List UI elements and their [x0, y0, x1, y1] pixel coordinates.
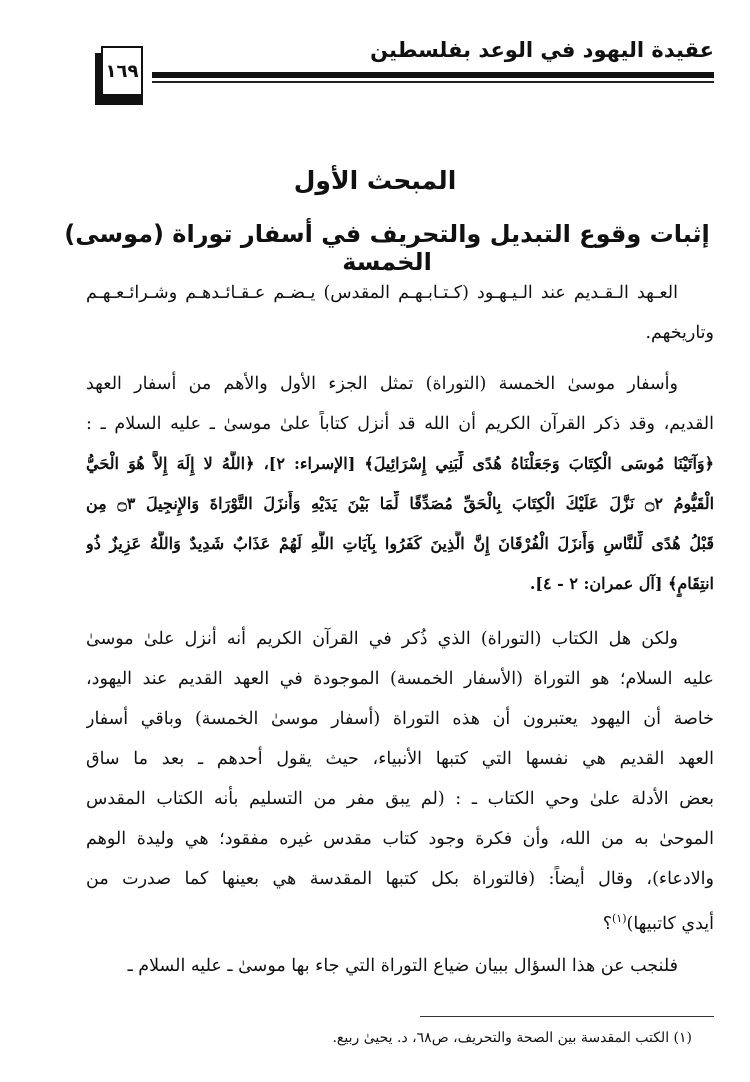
- body-line: ولكن هل الكتاب (التوراة) الذي ذُكر في القرآن الكريم أنه أنزل علىٰ موسىٰ: [86, 629, 678, 649]
- quran-line: انتِقَامٍ﴾ [آل عمران: ٢ - ٤].: [529, 574, 714, 593]
- body-line: وتاريخهم.: [645, 323, 714, 343]
- page-number: ١٦٩: [101, 46, 143, 96]
- body-line: والادعاء)، وقال أيضاً: (فالتوراة بكل كتبها المقدسة هي بعينها كما صدرت من: [86, 869, 714, 889]
- body-line: فلنجب عن هذا السؤال ببيان ضياع التوراة التي جاء بها موسىٰ ـ عليه السلام ـ: [127, 956, 678, 976]
- running-header-title: عقيدة اليهود في الوعد بفلسطين: [370, 38, 714, 62]
- body-line: عليه السلام؛ هو التوراة (الأسفار الخمسة) الموجودة في العهد القديم عند اليهود،: [86, 669, 714, 689]
- footnote-separator: [420, 1016, 714, 1017]
- body-line: خاصة أن اليهود يعتبرون أن هذه التوراة (أسفار موسىٰ الخمسة) وباقي أسفار: [86, 709, 714, 729]
- chapter-title: المبحث الأول: [293, 166, 457, 195]
- chapter-subtitle: إثبات وقوع التبديل والتحريف في أسفار توراة (موسى) الخمسة: [64, 220, 710, 276]
- body-line: القديم، وقد ذكر القرآن الكريم أن الله قد أنزل كتاباً علىٰ موسىٰ ـ عليه السلام ـ :: [86, 414, 714, 434]
- body-line-text: أيدي كاتبيها): [626, 913, 714, 934]
- body-line: بعض الأدلة علىٰ وحي الكتاب ـ : (لم يبق مفر من التسليم بأنه الكتاب المقدس: [86, 789, 714, 809]
- body-line: الموحىٰ به من الله، وأن فكرة وجود كتاب مقدس غيره مفقود؛ هي وليدة الوهم: [86, 829, 714, 849]
- quran-line: الْقَيُّومُ ۝٢ نَزَّلَ عَلَيْكَ الْكِتَابَ بِالْحَقِّ مُصَدِّقًا لِّمَا بَيْنَ يَدَيْهِ وَأَنزَلَ التَّوْرَاةَ وَالإِنجِيلَ ۝٣ مِن: [86, 494, 714, 513]
- quran-line: قَبْلُ هُدًى لِّلنَّاسِ وَأَنزَلَ الْفُرْقَانَ إِنَّ الَّذِينَ كَفَرُوا بِآيَاتِ اللَّهِ لَهُمْ عَذَابٌ شَدِيدٌ وَاللَّهُ عَزِيزٌ ذُو: [86, 534, 714, 553]
- footnote-reference[interactable]: (١): [611, 912, 627, 925]
- question-mark: ؟: [602, 913, 612, 934]
- quran-line: ﴿وَآتَيْنَا مُوسَى الْكِتَابَ وَجَعَلْنَاهُ هُدًى لِّبَنِي إِسْرَائِيلَ﴾ [الإسراء: ٢]، ﴿اللَّهُ لا إِلَهَ إِلاَّ هُوَ الْحَيُّ: [86, 454, 714, 473]
- header-rule-thick: [152, 72, 714, 78]
- body-line: العـهد الـقـديم عند الـيـهـود (كـتـابـهـم المقدس) يـضـم عـقـائـدهـم وشـرائـعـهـم: [86, 283, 678, 303]
- body-line: [86, 906, 714, 937]
- body-line: العهد القديم هي نفسها التي كتبها الأنبياء، حيث يقول أحدهم ـ بعد ما ساق: [86, 749, 714, 769]
- header-rule-thin: [152, 81, 714, 83]
- footnote: (١) الكتب المقدسة بين الصحة والتحريف، ص٦٨، د. يحيىٰ ربيع.: [332, 1030, 692, 1046]
- body-line: وأسفار موسىٰ الخمسة (التوراة) تمثل الجزء الأول والأهم من أسفار العهد: [86, 374, 678, 394]
